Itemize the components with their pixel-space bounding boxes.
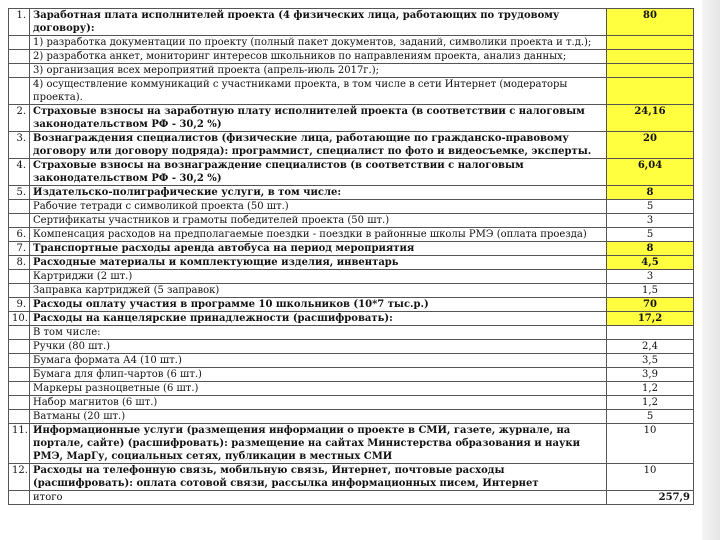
- row-description: Рабочие тетради с символикой проекта (50 шт.): [30, 200, 607, 214]
- row-number: 12.: [9, 464, 30, 491]
- row-description: Маркеры разноцветные (6 шт.): [30, 382, 607, 396]
- row-description: Расходные материалы и комплектующие изделия, инвентарь: [30, 256, 607, 270]
- row-amount: 5: [607, 410, 694, 424]
- budget-table-body: [9, 9, 694, 505]
- row-amount: 10: [607, 464, 694, 491]
- table-row: [9, 200, 694, 214]
- table-row: [9, 368, 694, 382]
- row-number: [9, 410, 30, 424]
- row-description: Набор магнитов (6 шт.): [30, 396, 607, 410]
- table-row: [9, 256, 694, 270]
- row-description: Бумага для флип-чартов (6 шт.): [30, 368, 607, 382]
- table-row: [9, 36, 694, 50]
- row-number: 4.: [9, 159, 30, 186]
- table-row: [9, 78, 694, 105]
- table-row: [9, 340, 694, 354]
- row-amount: 1,2: [607, 396, 694, 410]
- row-description: Вознаграждения специалистов (физические лица, работающие по гражданско-правовому договору или договору подряда): программист, специалист по фото и видеосъемке, эксперты.: [30, 132, 607, 159]
- table-row: [9, 284, 694, 298]
- row-amount: 5: [607, 200, 694, 214]
- table-row: [9, 424, 694, 464]
- row-number: 10.: [9, 312, 30, 326]
- row-amount: 70: [607, 298, 694, 312]
- row-description: Картриджи (2 шт.): [30, 270, 607, 284]
- row-number: [9, 78, 30, 105]
- row-number: [9, 326, 30, 340]
- table-row: [9, 382, 694, 396]
- row-amount: [607, 50, 694, 64]
- row-amount: [607, 78, 694, 105]
- row-amount: 5: [607, 228, 694, 242]
- row-amount: 6,04: [607, 159, 694, 186]
- row-number: [9, 270, 30, 284]
- row-description: 3) организация всех мероприятий проекта (апрель-июль 2017г.);: [30, 64, 607, 78]
- row-amount: 4,5: [607, 256, 694, 270]
- table-row: [9, 214, 694, 228]
- total-row: [9, 491, 694, 505]
- table-row: [9, 270, 694, 284]
- row-description: 2) разработка анкет, мониторинг интересов школьников по направлениям проекта, анализ данных;: [30, 50, 607, 64]
- table-row: [9, 50, 694, 64]
- total-number-cell: [9, 491, 30, 505]
- total-value: 257,9: [607, 491, 694, 505]
- table-row: [9, 132, 694, 159]
- row-description: Бумага формата А4 (10 шт.): [30, 354, 607, 368]
- row-description: Ватманы (20 шт.): [30, 410, 607, 424]
- row-amount: 1,5: [607, 284, 694, 298]
- table-row: [9, 298, 694, 312]
- row-number: 6.: [9, 228, 30, 242]
- row-description: Ручки (80 шт.): [30, 340, 607, 354]
- row-amount: 8: [607, 242, 694, 256]
- row-number: 9.: [9, 298, 30, 312]
- row-number: [9, 214, 30, 228]
- row-amount: 3,5: [607, 354, 694, 368]
- row-number: 8.: [9, 256, 30, 270]
- row-description: Заправка картриджей (5 заправок): [30, 284, 607, 298]
- table-row: [9, 228, 694, 242]
- table-row: [9, 464, 694, 491]
- table-row: [9, 159, 694, 186]
- table-row: [9, 354, 694, 368]
- row-number: 1.: [9, 9, 30, 36]
- row-amount: [607, 326, 694, 340]
- row-amount: 17,2: [607, 312, 694, 326]
- row-number: [9, 340, 30, 354]
- row-number: [9, 368, 30, 382]
- row-description: В том числе:: [30, 326, 607, 340]
- row-number: [9, 382, 30, 396]
- row-number: [9, 64, 30, 78]
- row-description: Транспортные расходы аренда автобуса на период мероприятия: [30, 242, 607, 256]
- table-row: [9, 186, 694, 200]
- row-description: Сертификаты участников и грамоты победителей проекта (50 шт.): [30, 214, 607, 228]
- row-description: Страховые взносы на заработную плату исполнителей проекта (в соответствии с налоговым законодательством РФ - 30,2 %): [30, 105, 607, 132]
- row-amount: 1,2: [607, 382, 694, 396]
- row-amount: 3: [607, 214, 694, 228]
- row-number: 3.: [9, 132, 30, 159]
- row-description: Страховые взносы на вознаграждение специалистов (в соответствии с налоговым законодательством РФ - 30,2 %): [30, 159, 607, 186]
- row-amount: 80: [607, 9, 694, 36]
- table-row: [9, 9, 694, 36]
- row-number: 11.: [9, 424, 30, 464]
- table-row: [9, 312, 694, 326]
- row-description: Компенсация расходов на предполагаемые поездки - поездки в районные школы РМЭ (оплата проезда): [30, 228, 607, 242]
- row-amount: 24,16: [607, 105, 694, 132]
- table-row: [9, 396, 694, 410]
- row-number: 5.: [9, 186, 30, 200]
- row-amount: 8: [607, 186, 694, 200]
- row-number: 7.: [9, 242, 30, 256]
- row-description: Издательско-полиграфические услуги, в том числе:: [30, 186, 607, 200]
- row-number: [9, 354, 30, 368]
- row-number: [9, 36, 30, 50]
- row-description: Заработная плата исполнителей проекта (4 физических лица, работающих по трудовому договору):: [30, 9, 607, 36]
- row-amount: [607, 36, 694, 50]
- row-description: Расходы на телефонную связь, мобильную связь, Интернет, почтовые расходы (расшифровать): оплата сотовой связи, рассылка информационных писем, Интернет: [30, 464, 607, 491]
- table-row: [9, 105, 694, 132]
- row-description: 1) разработка документации по проекту (полный пакет документов, заданий, символики проекта и т.д.);: [30, 36, 607, 50]
- page-edge-shadow: [702, 0, 720, 540]
- row-amount: 20: [607, 132, 694, 159]
- budget-table: [8, 8, 694, 505]
- row-amount: 10: [607, 424, 694, 464]
- row-number: [9, 284, 30, 298]
- row-number: [9, 200, 30, 214]
- total-label: итого: [30, 491, 607, 505]
- table-row: [9, 410, 694, 424]
- row-description: Информационные услуги (размещения информации о проекте в СМИ, газете, журнале, на портале, сайте) (расшифровать): размещение на сайтах Министерства образования и науки РМЭ, МарГу, социальных сетях, публикации в местных СМИ: [30, 424, 607, 464]
- row-amount: 2,4: [607, 340, 694, 354]
- table-row: [9, 242, 694, 256]
- row-amount: 3: [607, 270, 694, 284]
- row-description: Расходы оплату участия в программе 10 школьников (10*7 тыс.р.): [30, 298, 607, 312]
- row-description: 4) осуществление коммуникаций с участниками проекта, в том числе в сети Интернет (модераторы проекта).: [30, 78, 607, 105]
- row-number: [9, 50, 30, 64]
- table-row: [9, 326, 694, 340]
- row-number: [9, 396, 30, 410]
- row-amount: 3,9: [607, 368, 694, 382]
- row-amount: [607, 64, 694, 78]
- row-number: 2.: [9, 105, 30, 132]
- row-description: Расходы на канцелярские принадлежности (расшифровать):: [30, 312, 607, 326]
- table-row: [9, 64, 694, 78]
